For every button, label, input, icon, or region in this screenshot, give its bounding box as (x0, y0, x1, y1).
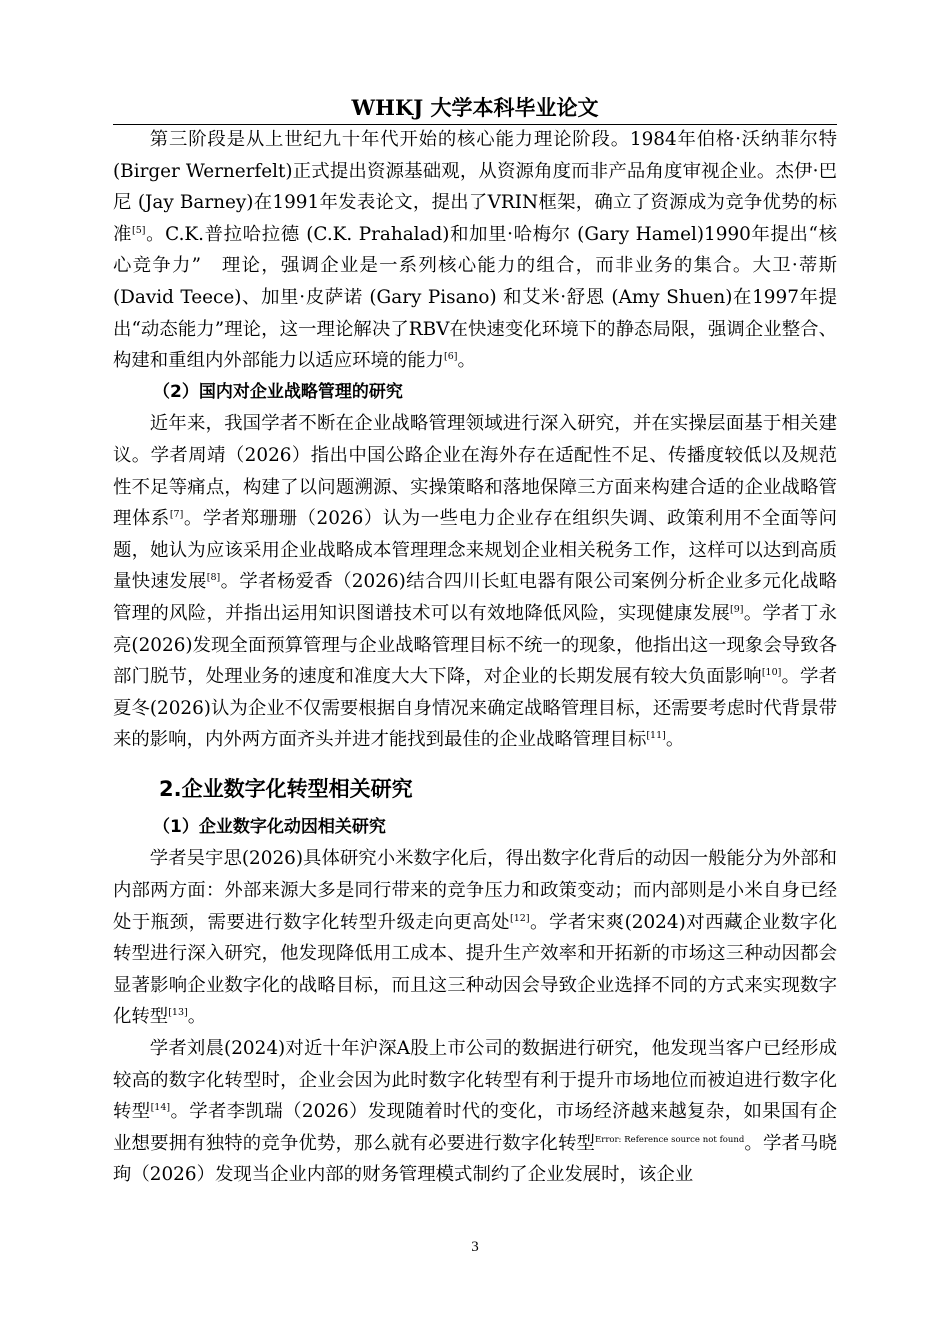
paragraph-digital-motivation-1 (113, 843, 837, 1033)
page-number: 3 (471, 1239, 479, 1255)
text-run: 学者刘晨(2024)对近十年沪深A股上市公司的数据进行研究，他发现当客户已经形成较高的数字化转型时，企业会因为此时数字化转型有利于提升市场地位而被迫进行数字化转型 (113, 1038, 837, 1123)
paragraph-core-competence (113, 124, 837, 377)
text-run: 。 (665, 729, 685, 751)
citation-ref: [12] (510, 912, 530, 924)
subsection-heading-domestic-research: （2）国内对企业战略管理的研究 (153, 381, 403, 402)
text-run: 。学者李凯瑞（2026）发现随着时代的变化，市场经济越来越复杂，如果国有企业想要拥有独特的竞争优势，那么就有必要进行数字化转型 (113, 1101, 837, 1154)
text-run: 。学者杨爱香（2026)结合四川长虹电器有限公司案例分析企业多元化战略管理的风险，并指出运用知识图谱技术可以有效地降低风险，实现健康发展 (113, 571, 837, 624)
text-run: 。学者丁永亮(2026)发现全面预算管理与企业战略管理目标不统一的现象，他指出这一现象会导致各部门脱节，处理业务的速度和准度大大下降，对企业的长期发展有较大负面影响 (113, 602, 837, 688)
text-run: 。学者夏冬(2026)认为企业不仅需要根据自身情况来确定战略管理目标，还需要考虑时代背景带来的影响，内外两方面齐头并进才能找到最佳的企业战略管理目标 (113, 666, 837, 751)
citation-ref: [9] (730, 603, 744, 615)
citation-ref: [13] (168, 1007, 188, 1019)
citation-ref: [10] (761, 666, 782, 678)
citation-ref: [14] (150, 1102, 171, 1114)
citation-ref: [5] (132, 224, 146, 236)
text-run: 。学者郑珊珊（2026）认为一些电力企业存在组织失调、政策利用不全面等问题，她认为应该采用企业战略成本管理理念来规划企业相关税务工作，这样可以达到高质量快速发展 (113, 508, 837, 593)
broken-reference-note: Error: Reference source not found (595, 1134, 745, 1145)
text-run: 。 (457, 350, 476, 372)
text-run: 。学者马晓珣（2026）发现当企业内部的财务管理模式制约了企业发展时，该企业 (113, 1132, 837, 1186)
text-run: 第三阶段是从上世纪九十年代开始的核心能力理论阶段。1984年伯格·沃纳菲尔特(Birger Wernerfelt)正式提出资源基础观，从资源角度而非产品角度审视企业。杰伊·巴尼 (Jay Barney)在1991年发表论文，提出了VRIN框架，确立了资源成为竞争优势的标准 (113, 129, 837, 245)
page-header-title: WHKJ 大学本科毕业论文 (351, 95, 599, 120)
section-heading-digital-transformation: 2.企业数字化转型相关研究 (159, 776, 413, 801)
text-run: 近年来，我国学者不断在企业战略管理领域进行深入研究，并在实操层面基于相关建议。学者周靖（2026）指出中国公路企业在海外存在适配性不足、传播度较低以及规范性不足等痛点，构建了以问题溯源、实操策略和落地保障三方面来构建合适的企业战略管理体系 (113, 413, 837, 530)
page-body (113, 124, 837, 1191)
citation-ref: [11] (646, 730, 666, 742)
paragraph-digital-motivation-2 (113, 1033, 837, 1191)
text-run: 学者吴宇思(2026)具体研究小米数字化后，得出数字化背后的动因一般能分为外部和内部两方面：外部来源大多是同行带来的竞争压力和政策变动；而内部则是小米自身已经处于瓶颈，需要进行数字化转型升级走向更高处 (113, 848, 837, 933)
citation-ref: [8] (206, 572, 221, 584)
text-run: 。学者宋爽(2024)对西藏企业数字化转型进行深入研究，他发现降低用工成本、提升生产效率和开拓新的市场这三种动因都会显著影响企业数字化的战略目标，而且这三种动因会导致企业选择不同的方式来实现数字化转型 (113, 911, 837, 1028)
subsection-heading-digital-motivation: （1）企业数字化动因相关研究 (153, 816, 386, 837)
citation-ref: [7] (169, 509, 184, 520)
text-run: 。 (187, 1006, 207, 1028)
text-run: 。C.K.普拉哈拉德 (C.K. Prahalad)和加里·哈梅尔 (Gary Hamel)1990年提出“核心竞争力” 理论，强调企业是一系列核心能力的组合，而非业务的集合。大卫·蒂斯(David Teece)、加里·皮萨诺 (Gary Pisano) 和艾米·舒恩 (Amy Shuen)在1997年提出“动态能力”理论，这一理论解决了RBV在快速变化环境下的静态局限，强调企业整合、构建和重组内外部能力以适应环境的能力 (113, 223, 837, 372)
citation-ref: [6] (444, 351, 458, 363)
paragraph-domestic-research (113, 408, 837, 756)
